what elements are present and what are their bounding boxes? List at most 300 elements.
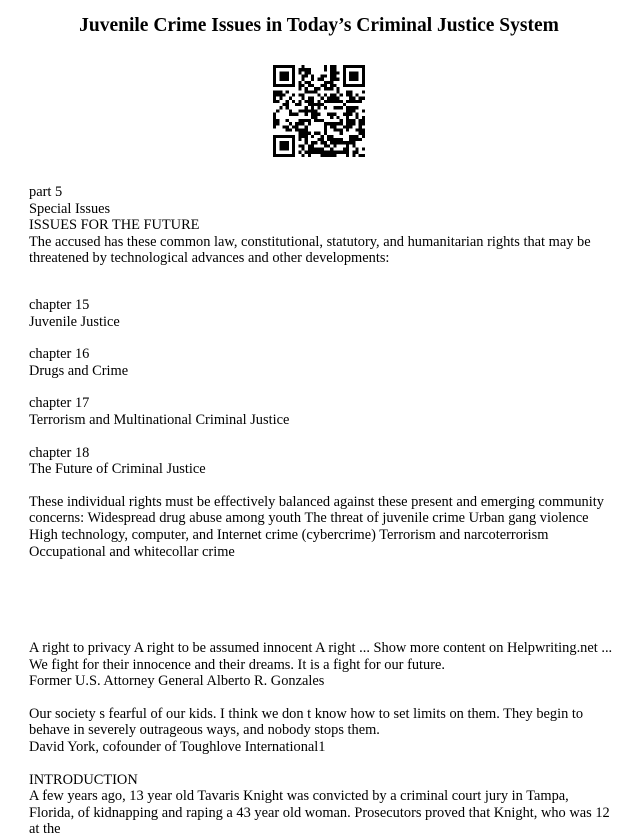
qr-module	[292, 147, 295, 150]
qr-module	[330, 116, 333, 119]
qr-module	[286, 84, 289, 87]
qr-module	[308, 100, 311, 103]
qr-module	[330, 97, 333, 100]
qr-module	[352, 65, 355, 68]
qr-module	[340, 94, 343, 97]
qr-module	[305, 132, 308, 135]
qr-module	[324, 122, 327, 125]
qr-module	[346, 90, 349, 93]
qr-module	[302, 75, 305, 78]
qr-module	[292, 113, 295, 116]
qr-module	[283, 94, 286, 97]
qr-module	[292, 151, 295, 154]
qr-module	[276, 65, 279, 68]
qr-module	[355, 113, 358, 116]
qr-module	[302, 78, 305, 81]
qr-module	[333, 75, 336, 78]
qr-module	[298, 94, 301, 97]
qr-module	[355, 71, 358, 74]
qr-module	[343, 103, 346, 106]
qr-module	[352, 97, 355, 100]
qr-module	[346, 94, 349, 97]
chapter-title: Juvenile Justice	[29, 313, 120, 330]
qr-module	[292, 138, 295, 141]
qr-module	[314, 132, 317, 135]
qr-module	[283, 103, 286, 106]
qr-module	[308, 119, 311, 122]
qr-module	[333, 106, 336, 109]
qr-module	[321, 141, 324, 144]
qr-module	[279, 78, 282, 81]
qr-module	[327, 100, 330, 103]
qr-module	[305, 71, 308, 74]
qr-module	[292, 144, 295, 147]
qr-module	[279, 135, 282, 138]
qr-module	[336, 138, 339, 141]
qr-module	[314, 113, 317, 116]
qr-module	[343, 75, 346, 78]
qr-module	[333, 125, 336, 128]
qr-module	[333, 141, 336, 144]
qr-module	[286, 65, 289, 68]
qr-module	[327, 113, 330, 116]
qr-module	[302, 68, 305, 71]
qr-module	[311, 100, 314, 103]
qr-module	[292, 78, 295, 81]
qr-module	[276, 94, 279, 97]
qr-module	[330, 154, 333, 157]
qr-module	[349, 135, 352, 138]
qr-module	[330, 113, 333, 116]
qr-module	[330, 84, 333, 87]
qr-module	[308, 71, 311, 74]
qr-module	[311, 116, 314, 119]
qr-module	[333, 154, 336, 157]
qr-module	[279, 90, 282, 93]
qr-module	[333, 68, 336, 71]
qr-module	[346, 151, 349, 154]
qr-module	[298, 87, 301, 90]
qr-module	[314, 116, 317, 119]
qr-module	[321, 97, 324, 100]
qr-module	[355, 135, 358, 138]
qr-module	[292, 84, 295, 87]
qr-module	[330, 125, 333, 128]
qr-module	[349, 78, 352, 81]
qr-module	[276, 84, 279, 87]
qr-module	[324, 128, 327, 131]
qr-module	[324, 87, 327, 90]
qr-module	[340, 119, 343, 122]
qr-module	[359, 119, 362, 122]
chapter-number: chapter 16	[29, 346, 90, 363]
qr-module	[273, 138, 276, 141]
qr-module	[362, 65, 365, 68]
qr-module	[273, 84, 276, 87]
qr-module	[317, 87, 320, 90]
qr-module	[308, 132, 311, 135]
qr-module	[349, 125, 352, 128]
qr-module	[321, 147, 324, 150]
qr-module	[302, 132, 305, 135]
qr-module	[330, 147, 333, 150]
qr-module	[305, 135, 308, 138]
qr-module	[346, 113, 349, 116]
qr-module	[359, 138, 362, 141]
qr-module	[333, 71, 336, 74]
qr-module	[330, 138, 333, 141]
qr-module	[295, 103, 298, 106]
qr-module	[352, 119, 355, 122]
quote-attribution: Former U.S. Attorney General Alberto R. Gonzales	[29, 673, 325, 690]
qr-module	[276, 122, 279, 125]
qr-module	[349, 71, 352, 74]
qr-module	[314, 119, 317, 122]
qr-module	[286, 135, 289, 138]
qr-module	[283, 135, 286, 138]
qr-module	[283, 154, 286, 157]
qr-module	[292, 75, 295, 78]
qr-module	[324, 84, 327, 87]
qr-module	[276, 100, 279, 103]
qr-module	[355, 151, 358, 154]
qr-module	[311, 147, 314, 150]
qr-module	[321, 75, 324, 78]
qr-module	[343, 113, 346, 116]
qr-code-icon	[273, 65, 365, 157]
qr-module	[355, 75, 358, 78]
qr-module	[333, 100, 336, 103]
qr-module	[273, 71, 276, 74]
qr-module	[349, 97, 352, 100]
qr-module	[330, 71, 333, 74]
qr-module	[298, 68, 301, 71]
qr-module	[355, 94, 358, 97]
qr-module	[349, 113, 352, 116]
qr-module	[292, 154, 295, 157]
qr-module	[324, 144, 327, 147]
qr-module	[352, 141, 355, 144]
qr-module	[308, 97, 311, 100]
qr-module	[340, 141, 343, 144]
qr-module	[346, 116, 349, 119]
qr-module	[327, 151, 330, 154]
qr-module	[298, 128, 301, 131]
qr-module	[289, 65, 292, 68]
qr-module	[333, 138, 336, 141]
qr-module	[324, 154, 327, 157]
qr-module	[346, 147, 349, 150]
qr-module	[352, 100, 355, 103]
qr-module	[362, 119, 365, 122]
qr-module	[333, 122, 336, 125]
qr-module	[321, 138, 324, 141]
qr-module	[346, 106, 349, 109]
qr-module	[279, 94, 282, 97]
qr-module	[273, 78, 276, 81]
qr-module	[349, 119, 352, 122]
qr-module	[346, 100, 349, 103]
qr-module	[273, 81, 276, 84]
qr-module	[327, 122, 330, 125]
qr-module	[279, 75, 282, 78]
qr-module	[311, 78, 314, 81]
qr-module	[349, 109, 352, 112]
qr-module	[273, 144, 276, 147]
qr-module	[355, 116, 358, 119]
qr-module	[308, 90, 311, 93]
qr-module	[346, 84, 349, 87]
qr-module	[302, 94, 305, 97]
qr-module	[311, 113, 314, 116]
qr-module	[286, 90, 289, 93]
qr-module	[343, 151, 346, 154]
qr-module	[289, 109, 292, 112]
qr-module	[359, 154, 362, 157]
qr-module	[324, 151, 327, 154]
qr-module	[276, 135, 279, 138]
qr-module	[349, 65, 352, 68]
qr-module	[352, 151, 355, 154]
qr-module	[362, 109, 365, 112]
qr-module	[305, 113, 308, 116]
qr-module	[330, 68, 333, 71]
qr-module	[273, 119, 276, 122]
section-heading: ISSUES FOR THE FUTURE	[29, 217, 200, 234]
qr-module	[362, 84, 365, 87]
qr-module	[343, 147, 346, 150]
qr-module	[273, 154, 276, 157]
chapter-number: chapter 15	[29, 296, 90, 313]
qr-module	[279, 71, 282, 74]
qr-module	[308, 154, 311, 157]
qr-module	[352, 154, 355, 157]
qr-module	[336, 90, 339, 93]
qr-module	[352, 84, 355, 87]
qr-module	[276, 109, 279, 112]
qr-module	[292, 81, 295, 84]
qr-module	[314, 109, 317, 112]
qr-module	[324, 65, 327, 68]
qr-module	[283, 65, 286, 68]
qr-module	[286, 154, 289, 157]
qr-module	[314, 151, 317, 154]
rights-paragraph: These individual rights must be effectively balanced against these present and emerging community concerns: Widespread drug abuse among youth The threat of juvenile crime Urban gang violence High technology, computer, and Internet crime (cybercrime) Terrorism and narcoterrorism Occupational and whitecollar crime	[29, 493, 604, 560]
qr-module	[314, 87, 317, 90]
qr-module	[362, 81, 365, 84]
qr-module	[330, 135, 333, 138]
chapter-title: Drugs and Crime	[29, 362, 129, 379]
qr-module	[346, 144, 349, 147]
qr-module	[333, 78, 336, 81]
qr-module	[330, 78, 333, 81]
qr-module	[305, 90, 308, 93]
qr-module	[336, 116, 339, 119]
qr-module	[311, 90, 314, 93]
qr-module	[336, 71, 339, 74]
qr-module	[355, 106, 358, 109]
qr-module	[289, 97, 292, 100]
qr-module	[327, 135, 330, 138]
qr-module	[286, 119, 289, 122]
qr-module	[362, 75, 365, 78]
qr-module	[343, 81, 346, 84]
qr-module	[355, 78, 358, 81]
qr-module	[336, 122, 339, 125]
qr-module	[308, 144, 311, 147]
qr-module	[343, 141, 346, 144]
qr-module	[308, 84, 311, 87]
qr-module	[311, 141, 314, 144]
qr-module	[317, 106, 320, 109]
qr-module	[311, 106, 314, 109]
qr-module	[349, 90, 352, 93]
qr-module	[302, 119, 305, 122]
qr-module	[298, 122, 301, 125]
qr-module	[298, 109, 301, 112]
qr-module	[273, 125, 276, 128]
qr-module	[359, 122, 362, 125]
chapter-number: chapter 18	[29, 444, 90, 461]
qr-module	[340, 132, 343, 135]
quote-text: Our society s fearful of our kids. I think we don t know how to set limits on them. They begin to behave in severely outrageous ways, and nobody stops them.	[29, 705, 584, 739]
qr-module	[340, 100, 343, 103]
qr-module	[273, 113, 276, 116]
qr-module	[283, 141, 286, 144]
qr-module	[305, 106, 308, 109]
qr-module	[302, 84, 305, 87]
qr-module	[289, 84, 292, 87]
quote-line: We fight for their innocence and their dreams. It is a fight for our future.	[29, 656, 446, 673]
qr-module	[346, 125, 349, 128]
qr-module	[279, 65, 282, 68]
qr-module	[314, 90, 317, 93]
qr-module	[336, 87, 339, 90]
qr-module	[311, 75, 314, 78]
qr-module	[362, 97, 365, 100]
qr-module	[346, 128, 349, 131]
qr-module	[324, 81, 327, 84]
qr-module	[292, 71, 295, 74]
qr-module	[279, 84, 282, 87]
qr-module	[317, 78, 320, 81]
qr-module	[314, 141, 317, 144]
quote-attribution: David York, cofounder of Toughlove International1	[29, 739, 326, 756]
qr-module	[343, 71, 346, 74]
qr-module	[286, 100, 289, 103]
qr-module	[324, 106, 327, 109]
qr-module	[302, 135, 305, 138]
qr-module	[321, 78, 324, 81]
qr-module	[302, 144, 305, 147]
qr-module	[302, 97, 305, 100]
qr-module	[273, 122, 276, 125]
qr-module	[352, 78, 355, 81]
qr-module	[327, 81, 330, 84]
qr-module	[317, 132, 320, 135]
qr-module	[321, 154, 324, 157]
qr-module	[286, 106, 289, 109]
qr-module	[352, 135, 355, 138]
qr-module	[362, 128, 365, 131]
qr-module	[321, 135, 324, 138]
qr-module	[273, 68, 276, 71]
qr-module	[352, 75, 355, 78]
qr-module	[276, 154, 279, 157]
qr-module	[333, 128, 336, 131]
qr-module	[276, 119, 279, 122]
qr-module	[305, 109, 308, 112]
qr-module	[324, 141, 327, 144]
qr-module	[311, 151, 314, 154]
qr-module	[349, 94, 352, 97]
qr-module	[324, 132, 327, 135]
qr-module	[327, 138, 330, 141]
qr-module	[352, 138, 355, 141]
qr-module	[308, 103, 311, 106]
qr-module	[273, 65, 276, 68]
qr-module	[355, 84, 358, 87]
qr-module	[333, 144, 336, 147]
qr-module	[298, 103, 301, 106]
qr-module	[311, 84, 314, 87]
qr-module	[359, 97, 362, 100]
qr-module	[305, 138, 308, 141]
qr-module	[305, 87, 308, 90]
qr-module	[283, 144, 286, 147]
qr-module	[298, 84, 301, 87]
qr-module	[340, 122, 343, 125]
qr-module	[340, 138, 343, 141]
qr-module	[317, 103, 320, 106]
qr-module	[305, 68, 308, 71]
qr-module	[308, 81, 311, 84]
qr-module	[279, 147, 282, 150]
qr-module	[346, 109, 349, 112]
qr-module	[302, 109, 305, 112]
qr-module	[279, 141, 282, 144]
qr-module	[311, 135, 314, 138]
qr-module	[292, 141, 295, 144]
qr-module	[346, 65, 349, 68]
qr-module	[317, 147, 320, 150]
qr-module	[305, 81, 308, 84]
qr-module	[362, 132, 365, 135]
qr-module	[330, 87, 333, 90]
qr-module	[324, 100, 327, 103]
qr-module	[286, 125, 289, 128]
qr-module	[343, 68, 346, 71]
qr-module	[359, 125, 362, 128]
qr-module	[321, 103, 324, 106]
qr-module	[340, 151, 343, 154]
qr-module	[273, 97, 276, 100]
qr-module	[289, 113, 292, 116]
qr-module	[283, 84, 286, 87]
qr-module	[355, 100, 358, 103]
qr-module	[336, 100, 339, 103]
qr-module	[298, 144, 301, 147]
qr-module	[302, 65, 305, 68]
qr-module	[305, 100, 308, 103]
section-label: Special Issues	[29, 200, 111, 217]
qr-module	[295, 122, 298, 125]
document-title: Juvenile Crime Issues in Today’s Criminal Justice System	[79, 15, 559, 36]
qr-module	[362, 154, 365, 157]
qr-module	[349, 75, 352, 78]
qr-module	[362, 116, 365, 119]
qr-module	[352, 122, 355, 125]
